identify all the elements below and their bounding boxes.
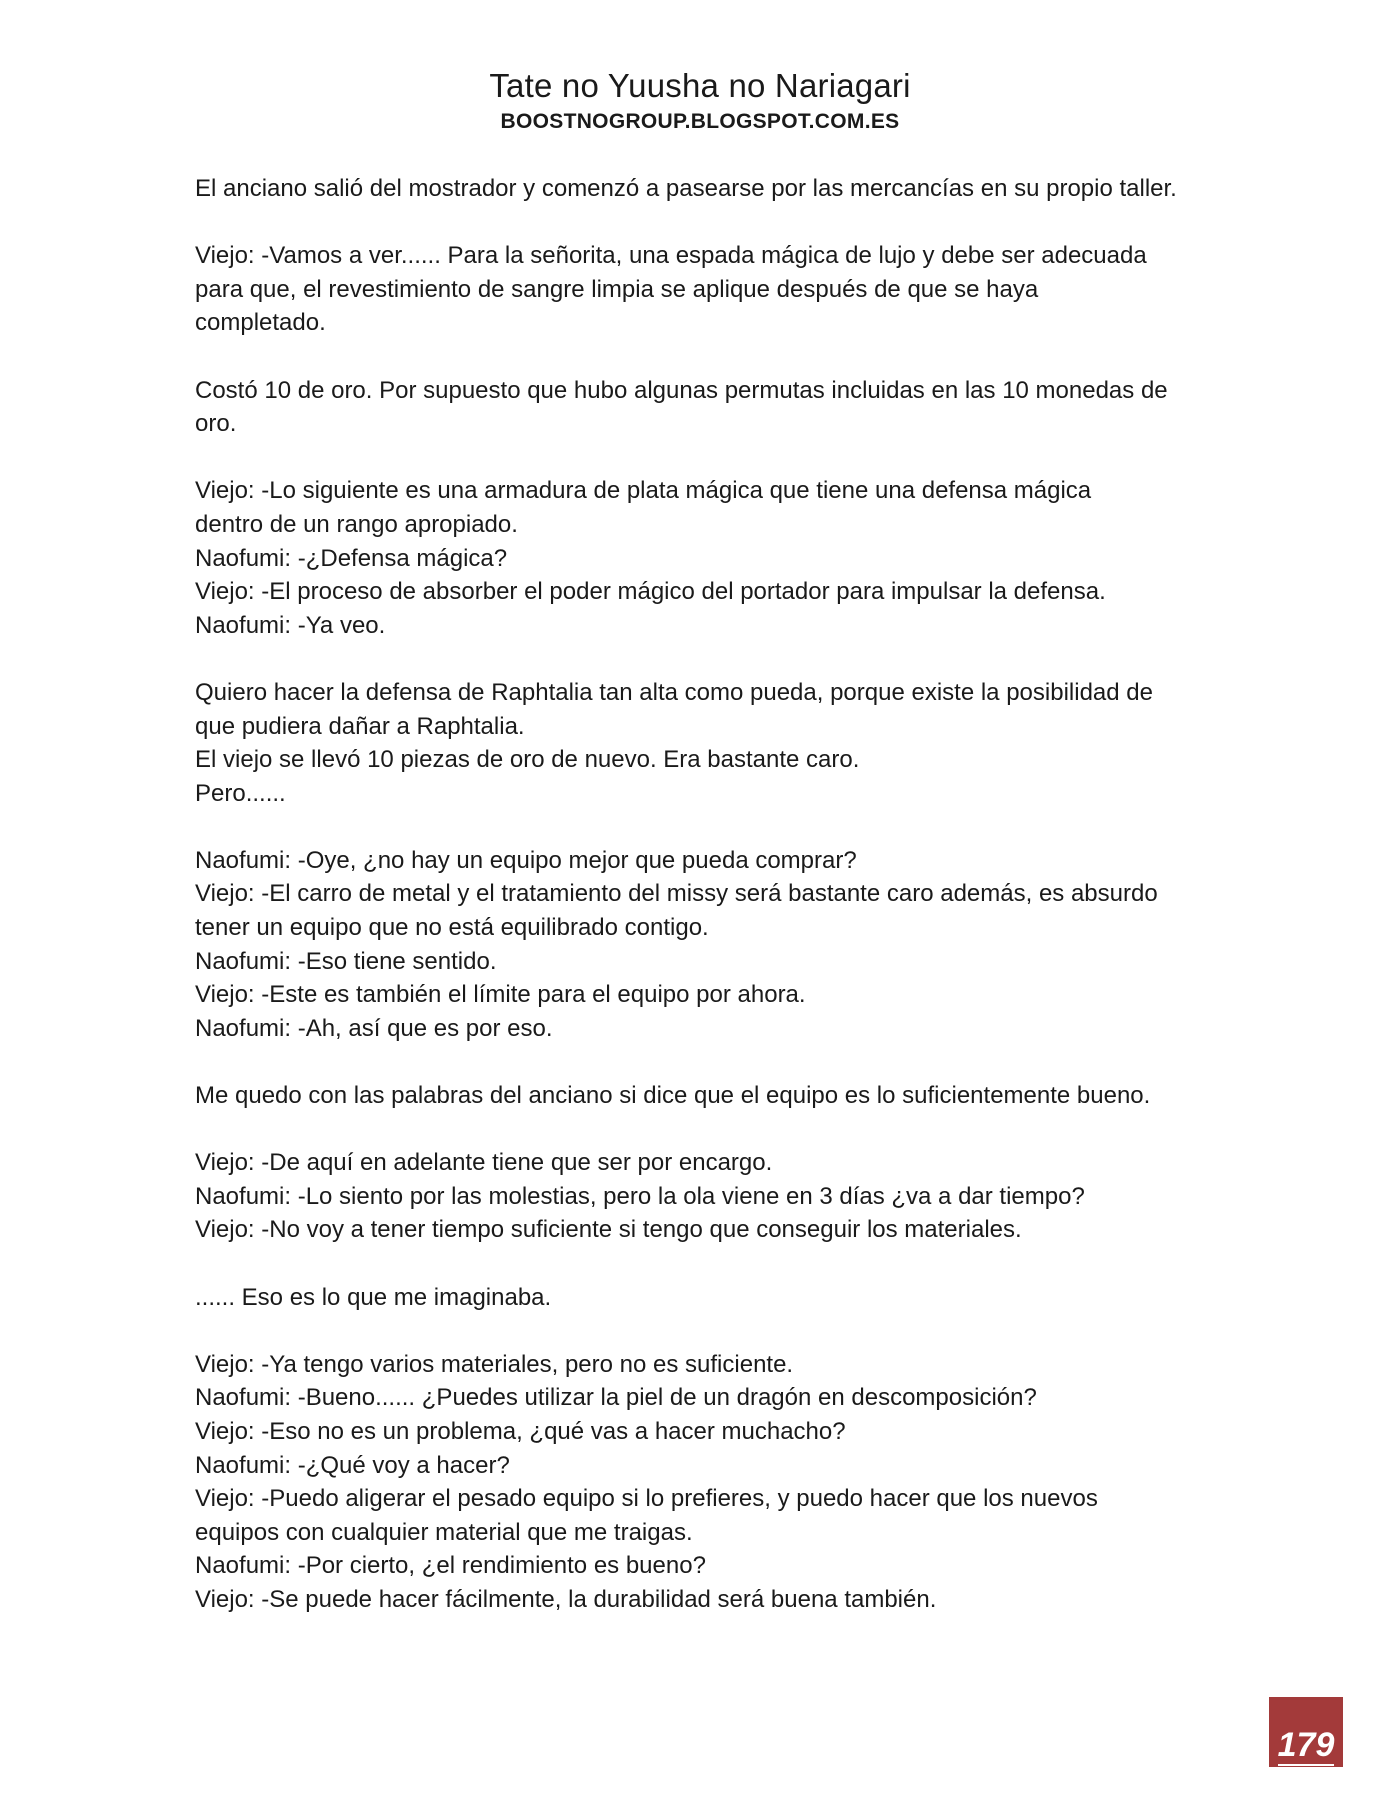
text-line: Naofumi: -Lo siento por las molestias, pero la ola viene en 3 días ¿va a dar tiempo? xyxy=(195,1182,1085,1210)
site-url: BOOSTNOGROUP.BLOGSPOT.COM.ES xyxy=(500,110,900,133)
text-line: oro. xyxy=(195,410,237,438)
text-line: Naofumi: -Ah, así que es por eso. xyxy=(195,1014,553,1042)
text-line: Viejo: -Puedo aligerar el pesado equipo si lo prefieres, y puedo hacer que los nuevos xyxy=(195,1485,1098,1513)
text-line: Viejo: -No voy a tener tiempo suficiente si tengo que conseguir los materiales. xyxy=(195,1216,1022,1244)
text-line: Naofumi: -¿Qué voy a hacer? xyxy=(195,1451,510,1479)
text-line: que pudiera dañar a Raphtalia. xyxy=(195,712,525,740)
text-line: Naofumi: -Eso tiene sentido. xyxy=(195,947,497,975)
paragraph xyxy=(195,172,1235,206)
text-line: dentro de un rango apropiado. xyxy=(195,510,518,538)
text-line: Costó 10 de oro. Por supuesto que hubo algunas permutas incluidas en las 10 monedas de xyxy=(195,376,1168,404)
paragraph xyxy=(195,374,1235,441)
text-line: Naofumi: -Por cierto, ¿el rendimiento es bueno? xyxy=(195,1552,706,1580)
text-line: Viejo: -Vamos a ver...... Para la señorita, una espada mágica de lujo y debe ser adecuada xyxy=(195,242,1147,270)
text-line: completado. xyxy=(195,309,326,337)
text-line: Viejo: -Eso no es un problema, ¿qué vas a hacer muchacho? xyxy=(195,1417,846,1445)
text-line: Viejo: -Se puede hacer fácilmente, la durabilidad será buena también. xyxy=(195,1585,937,1613)
text-line: El viejo se llevó 10 piezas de oro de nuevo. Era bastante caro. xyxy=(195,746,860,774)
paragraph xyxy=(195,239,1235,340)
text-line: Naofumi: -Oye, ¿no hay un equipo mejor que pueda comprar? xyxy=(195,846,857,874)
text-line: Me quedo con las palabras del anciano si dice que el equipo es lo suficientemente bueno. xyxy=(195,1082,1151,1110)
page-header xyxy=(0,64,1400,136)
paragraph xyxy=(195,844,1235,1046)
text-line: Quiero hacer la defensa de Raphtalia tan alta como pueda, porque existe la posibilidad de xyxy=(195,678,1153,706)
text-line: Naofumi: -Ya veo. xyxy=(195,611,386,639)
page-number: 179 xyxy=(1277,1726,1335,1764)
page-number-badge xyxy=(1269,1697,1343,1767)
paragraph xyxy=(195,1281,1235,1315)
text-line: Pero...... xyxy=(195,779,286,807)
text-line: para que, el revestimiento de sangre limpia se aplique después de que se haya xyxy=(195,275,1039,303)
paragraph xyxy=(195,1146,1235,1247)
paragraph xyxy=(195,474,1235,642)
text-line: Viejo: -De aquí en adelante tiene que ser por encargo. xyxy=(195,1149,773,1177)
paragraph xyxy=(195,676,1235,810)
body-text xyxy=(195,172,1235,1650)
text-line: Naofumi: -¿Defensa mágica? xyxy=(195,544,508,572)
text-line: Viejo: -Este es también el límite para el equipo por ahora. xyxy=(195,981,806,1009)
text-line: Viejo: -El proceso de absorber el poder mágico del portador para impulsar la defensa. xyxy=(195,578,1106,606)
text-line: equipos con cualquier material que me traigas. xyxy=(195,1518,693,1546)
text-line: tener un equipo que no está equilibrado contigo. xyxy=(195,914,709,942)
text-line: Viejo: -El carro de metal y el tratamiento del missy será bastante caro además, es absurdo xyxy=(195,880,1158,908)
text-line: Viejo: -Lo siguiente es una armadura de plata mágica que tiene una defensa mágica xyxy=(195,477,1092,505)
paragraph xyxy=(195,1348,1235,1617)
text-line: ...... Eso es lo que me imaginaba. xyxy=(195,1283,552,1311)
text-line: Viejo: -Ya tengo varios materiales, pero no es suficiente. xyxy=(195,1350,794,1378)
book-title: Tate no Yuusha no Nariagari xyxy=(489,67,911,104)
paragraph xyxy=(195,1079,1235,1113)
text-line: El anciano salió del mostrador y comenzó a pasearse por las mercancías en su propio taller. xyxy=(195,175,1177,202)
text-line: Naofumi: -Bueno...... ¿Puedes utilizar la piel de un dragón en descomposición? xyxy=(195,1384,1037,1412)
